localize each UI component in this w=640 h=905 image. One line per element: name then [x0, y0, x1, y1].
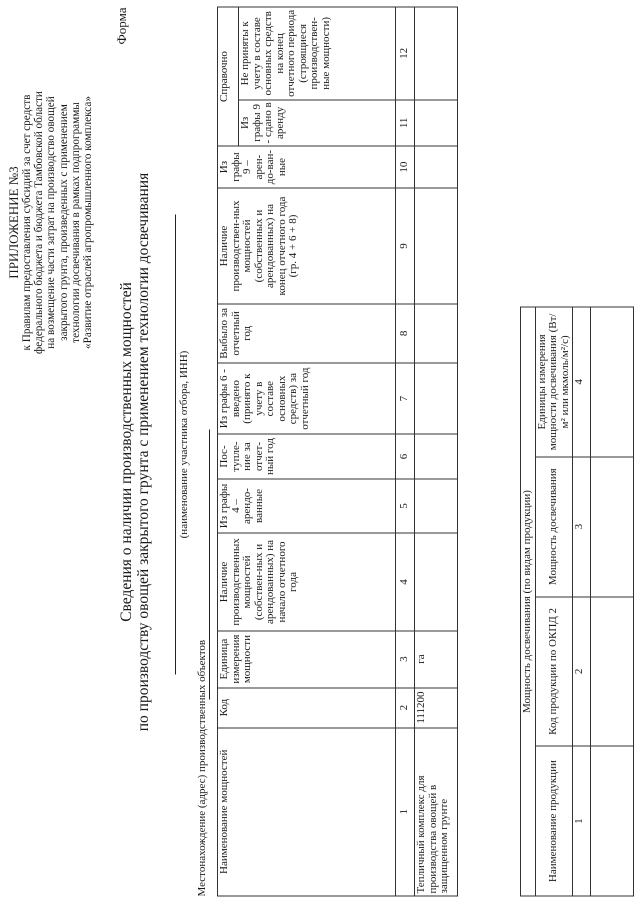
row-cell — [415, 188, 458, 304]
row-cell — [415, 533, 458, 630]
column-number: 2 — [396, 688, 415, 728]
header-end: Наличие производствен-ных мощностей (собственных и арендованных) на конец отчетного года (гр. 4 + 6 + 8) — [218, 188, 396, 304]
lighting-caption: Мощность досвечивания (по видам продукции) — [521, 307, 536, 896]
form-label: Форма — [114, 7, 129, 45]
row-name: Тепличный комплекс для производства овощей в защищенном грунте — [415, 728, 458, 896]
column-number: 4 — [396, 533, 415, 630]
lighting-table — [520, 307, 634, 897]
row-cell — [415, 434, 458, 478]
table-row — [591, 307, 634, 896]
header-not-accepted: Не приняты к учету в составе основных средств на конец отчетного периода (строящиеся производствен-ные мощности) — [239, 7, 396, 100]
appendix-line: технологии досвечивания в рамках подпрограммы — [69, 102, 82, 343]
header-product: Наименование продукции — [535, 746, 573, 896]
row-cell — [415, 479, 458, 534]
row-unit: га — [415, 631, 458, 688]
row-cell — [591, 746, 634, 896]
row-cell — [591, 457, 634, 597]
column-number: 5 — [396, 479, 415, 534]
header-leased-end: Из графы 9 – арен-до-ван-ные — [218, 146, 396, 188]
header-code: Код — [218, 688, 396, 728]
column-number: 1 — [396, 728, 415, 896]
column-number: 12 — [396, 7, 415, 100]
appendix-line: федерального бюджета и бюджета Тамбовской области — [33, 91, 46, 354]
title-line-2: по производству овощей закрытого грунта с применением технологии досвечивания — [135, 172, 152, 732]
appendix-line: закрытого грунта, произведенных с применением — [57, 104, 70, 341]
title-line-1: Сведения о наличии производственных мощностей — [118, 282, 135, 622]
header-unit: Единица измерения мощности — [218, 631, 396, 688]
row-cell — [591, 307, 634, 457]
location-label: Местонахождение (адрес) производственных объектов — [196, 639, 208, 897]
row-cell — [415, 100, 458, 146]
table-row — [415, 7, 458, 896]
column-number: 11 — [396, 100, 415, 146]
header-reference: Справочно — [218, 7, 239, 146]
header-received: Пос-тупле-ние за отчет-ный год — [218, 434, 396, 478]
column-number: 7 — [396, 363, 415, 435]
row-cell — [415, 146, 458, 188]
row-cell — [415, 363, 458, 435]
location-underline — [209, 430, 210, 700]
column-number: 4 — [573, 307, 591, 457]
header-okpd: Код продукции по ОКПД 2 — [535, 597, 573, 747]
participant-caption: (наименование участника отбора, ИНН) — [178, 350, 190, 539]
header-start: Наличие производственных мощностей (собствен-ных и арендованных) на начало отчетного года — [218, 533, 396, 630]
participant-underline — [175, 215, 176, 675]
appendix-line: «Развитие отраслей агропромышленного комплекса» — [82, 96, 95, 349]
row-cell — [415, 7, 458, 100]
column-number: 10 — [396, 146, 415, 188]
appendix-heading: ПРИЛОЖЕНИЕ №3 — [6, 166, 21, 279]
row-code: 111200 — [415, 688, 458, 728]
appendix-line: на возмещение части затрат на производство овощей — [45, 96, 58, 349]
capacity-table — [217, 7, 458, 897]
header-commissioned: Из графы 6 - введено (принято к учету в составе основных средств) за отчетный год — [218, 363, 396, 435]
column-number: 3 — [396, 631, 415, 688]
column-number: 6 — [396, 434, 415, 478]
header-name: Наименование мощностей — [218, 728, 396, 896]
appendix-block — [6, 8, 94, 438]
column-number: 2 — [573, 597, 591, 747]
column-number: 1 — [573, 746, 591, 896]
row-cell — [591, 597, 634, 747]
header-retired: Выбыло за отчетный год — [218, 304, 396, 363]
document-title — [118, 0, 152, 905]
column-number: 9 — [396, 188, 415, 304]
appendix-line: к Правилам предоставления субсидий за счет средств — [21, 94, 33, 351]
header-power: Мощность досвечивания — [535, 457, 573, 597]
header-power-unit: Единицы измерения мощности досвечивания (Вт/м² или мкмоль/м²/с) — [535, 307, 573, 457]
header-leased-out: Из графы 9 - сдано в аренду — [239, 100, 396, 146]
column-number: 8 — [396, 304, 415, 363]
header-leased-start: Из графы 4 – арендо-ванные — [218, 479, 396, 534]
row-cell — [415, 304, 458, 363]
column-number: 3 — [573, 457, 591, 597]
